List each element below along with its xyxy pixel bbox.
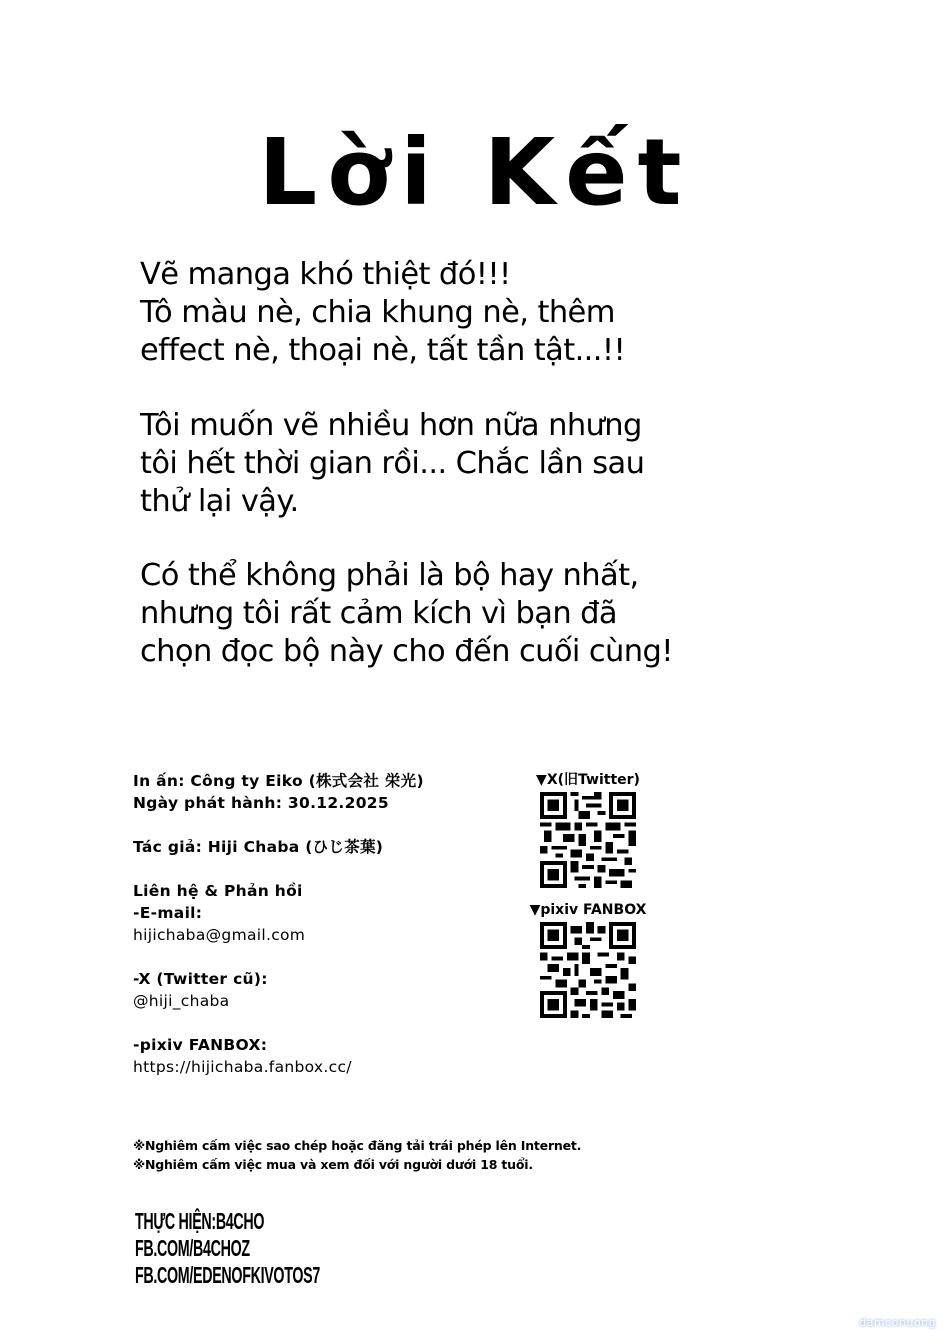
- notice-line: ※Nghiêm cấm việc sao chép hoặc đăng tải trái phép lên Internet.: [133, 1138, 582, 1153]
- text-line: thử lại vậy.: [140, 484, 299, 519]
- text-line: Tôi muốn vẽ nhiều hơn nữa nhưng: [140, 408, 642, 443]
- legal-notices: [133, 1136, 581, 1174]
- email-value[interactable]: hijichaba@gmail.com: [133, 926, 306, 944]
- printer-info: In ấn: Công ty Eiko (株式会社 栄光): [133, 772, 424, 790]
- text-line: effect nè, thoại nè, tất tần tật...!!: [140, 333, 626, 368]
- x-handle[interactable]: @hiji_chaba: [133, 992, 230, 1010]
- qr-code-icon[interactable]: [540, 792, 636, 888]
- afterword-paragraph-1: [140, 256, 760, 370]
- watermark: damconuong: [859, 1316, 936, 1329]
- qr-code-icon[interactable]: [540, 922, 636, 1018]
- contact-heading: Liên hệ & Phản hồi: [133, 882, 303, 900]
- afterword-paragraph-2: [140, 407, 760, 521]
- qr-pixiv-fanbox: [515, 901, 661, 1018]
- credit-line: THỰC HIỆN:B4CHO: [135, 1208, 265, 1234]
- text-line: tôi hết thời gian rồi... Chắc lần sau: [140, 446, 645, 481]
- email-label: -E-mail:: [133, 904, 203, 922]
- fanbox-url[interactable]: https://hijichaba.fanbox.cc/: [133, 1058, 352, 1076]
- credit-line[interactable]: FB.COM/B4CHOZ: [135, 1235, 250, 1261]
- text-line: Vẽ manga khó thiệt đó!!!: [140, 257, 511, 292]
- qr-x-twitter: [520, 771, 656, 888]
- text-line: nhưng tôi rất cảm kích vì bạn đã: [140, 596, 617, 631]
- author-info: Tác giả: Hiji Chaba (ひじ茶葉): [133, 838, 384, 856]
- page-title: Lời Kết: [258, 119, 692, 226]
- colophon-info: [133, 770, 493, 1078]
- qr-x-label: ▼X(旧Twitter): [536, 772, 640, 788]
- x-label: -X (Twitter cũ):: [133, 970, 268, 988]
- release-date: Ngày phát hành: 30.12.2025: [133, 794, 389, 812]
- afterword-paragraph-3: [140, 557, 760, 671]
- notice-line: ※Nghiêm cấm việc mua và xem đối với người dưới 18 tuổi.: [133, 1157, 533, 1172]
- text-line: chọn đọc bộ này cho đến cuối cùng!: [140, 634, 673, 669]
- credit-line[interactable]: FB.COM/EDENOFKIVOTOS7: [135, 1262, 320, 1288]
- text-line: Tô màu nè, chia khung nè, thêm: [140, 295, 615, 330]
- translator-credits: [135, 1208, 320, 1289]
- text-line: Có thể không phải là bộ hay nhất,: [140, 558, 639, 593]
- qr-fanbox-label: ▼pixiv FANBOX: [529, 902, 647, 918]
- fanbox-label: -pixiv FANBOX:: [133, 1036, 268, 1054]
